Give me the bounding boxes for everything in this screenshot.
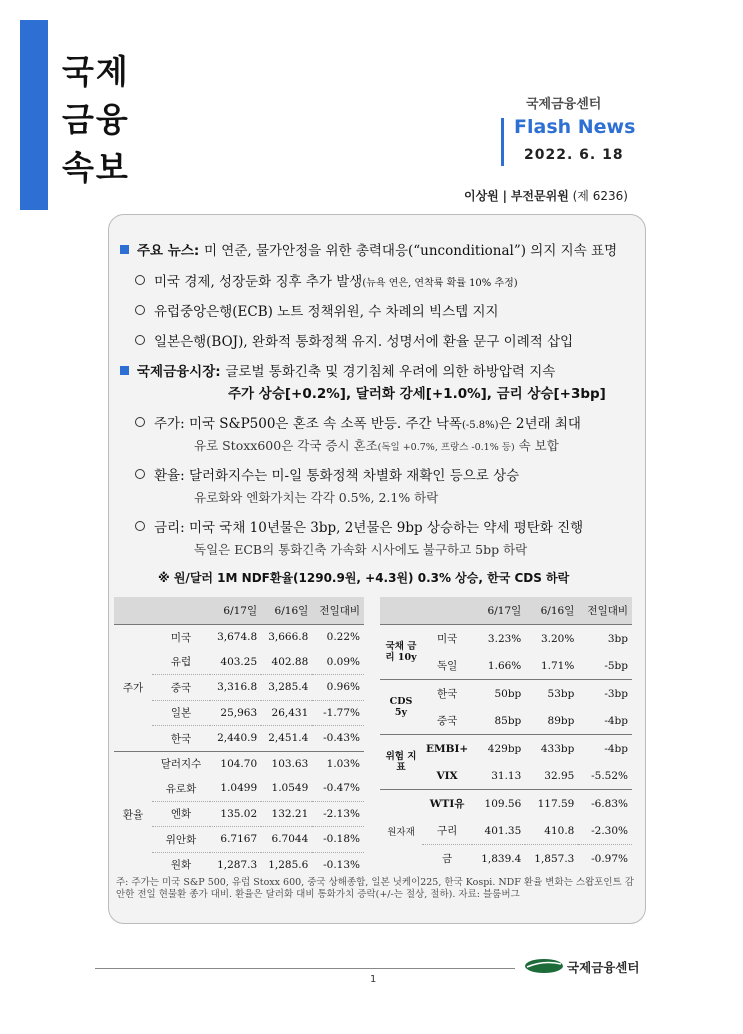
group-label: 국채 금리 10y [380, 625, 422, 680]
table-row: 주가 미국 3,674.8 3,666.8 0.22% [114, 625, 364, 650]
left-market-table [114, 597, 364, 877]
title-line-1: 국제 [62, 52, 130, 91]
market-heading [120, 360, 555, 380]
main-news-item: 일본은행(BOJ), 완화적 통화정책 유지. 성명서에 환율 문구 이례적 삽입 [135, 330, 573, 350]
table-row: 중국 3,316.8 3,285.4 0.96% [114, 675, 364, 701]
table-row: 위안화 6.7167 6.7044 -0.18% [114, 827, 364, 853]
col-header: 6/17일 [472, 597, 525, 625]
author-title: 부전문위원 [510, 189, 569, 203]
footer-divider [95, 968, 515, 969]
page-title [62, 48, 130, 192]
table-header-row [114, 597, 364, 625]
right-market-table [380, 597, 632, 872]
table-row: 엔화 135.02 132.21 -2.13% [114, 801, 364, 827]
main-news-label: 주요 뉴스: [137, 243, 200, 259]
ndf-note: ※ 원/달러 1M NDF환율(1290.9원, +4.3원) 0.3% 상승, 한국 CDS 하락 [158, 571, 570, 585]
square-bullet-icon [120, 245, 129, 254]
brand-title: Flash News [514, 116, 636, 138]
author-line [464, 187, 628, 204]
page-number: 1 [370, 974, 377, 985]
accent-bar [20, 20, 48, 210]
table-row: VIX 31.13 32.95 -5.52% [436, 769, 628, 782]
footer-org-name: 국제금융센터 [567, 960, 640, 975]
market-text: 글로벌 통화긴축 및 경기침체 우려에 의한 하방압력 지속 [225, 364, 556, 380]
col-header: 6/16일 [261, 597, 312, 625]
table-row: 유럽 403.25 402.88 0.09% [114, 650, 364, 675]
market-item-stocks-sub: 유로 Stoxx600은 각국 증시 혼조(독일 +0.7%, 프랑스 -0.1% 등) 속 보합 [194, 438, 559, 453]
main-news-item: 미국 경제, 성장둔화 징후 추가 발생(뉴욕 연은, 연착륙 확률 10% 추정) [135, 270, 518, 290]
circle-bullet-icon [135, 275, 145, 285]
item-note: (뉴욕 연은, 연착륙 확률 10% 추정) [362, 278, 518, 289]
circle-bullet-icon [135, 469, 145, 479]
col-header: 6/17일 [210, 597, 261, 625]
circle-bullet-icon [135, 305, 145, 315]
main-news-text: 미 연준, 물가안정을 위한 총력대응(“unconditional”) 의지 지속 표명 [203, 243, 618, 259]
table-row: 금 1,839.4 1,857.3 -0.97% [442, 852, 628, 865]
table-row: 원화 1,287.3 1,285.6 -0.13% [170, 858, 360, 872]
market-item-rates: 금리: 미국 국채 10년물은 3bp, 2년물은 9bp 상승하는 약세 평탄화 진행 [135, 516, 583, 536]
group-label: 원자재 [380, 790, 422, 873]
col-header: 전일대비 [578, 597, 632, 625]
market-item-stocks: 주가: 미국 S&P500은 혼조 속 소폭 반등. 주간 낙폭(-5.8%)은 2년래 최대 [135, 412, 581, 432]
table-row: 일본 25,963 26,431 -1.77% [114, 700, 364, 726]
table-row: CDS 5y 한국 50bp 53bp -3bp [380, 680, 632, 708]
table-footnote: 주: 주가는 미국 S&P 500, 유럽 Stoxx 600, 중국 상해종합, 일본 닛케이225, 한국 Kospi. NDF 환율 변화는 스왑포인트 감안한 전일 현물환 종가 대비. 환율은 달러화 대비 통화가치 증락(+/-는 절상, 절하). 자료: 블룸버그 [116, 877, 634, 900]
table-row: 중국 85bp 89bp -4bp [436, 714, 628, 727]
main-news-heading [120, 239, 617, 259]
market-item-fx: 환율: 달러화지수는 미-일 통화정책 차별화 재확인 등으로 상승 [135, 464, 519, 484]
table-row: 유로화 1.0499 1.0549 -0.47% [114, 776, 364, 801]
group-label: 환율 [114, 751, 152, 877]
group-label: 위험 지표 [380, 735, 422, 790]
market-headline: 주가 상승[+0.2%], 달러화 강세[+1.0%], 금리 상승[+3bp] [228, 386, 606, 402]
circle-bullet-icon [135, 335, 145, 345]
group-label: CDS 5y [380, 680, 422, 735]
table-row: 원자재 WTI유 109.56 117.59 -6.83% [380, 790, 632, 818]
table-row: 환율 달러지수 104.70 103.63 1.03% [114, 751, 364, 776]
col-header: 전일대비 [312, 597, 364, 625]
market-item-rates-sub: 독일은 ECB의 통화긴축 가속화 시사에도 불구하고 5bp 하락 [194, 542, 528, 557]
report-date: 2022. 6. 18 [524, 147, 624, 163]
group-label: 주가 [114, 625, 152, 752]
table-row: 위험 지표 EMBI+ 429bp 433bp -4bp [380, 735, 632, 763]
table-row: 국채 금리 10y 미국 3.23% 3.20% 3bp [380, 625, 632, 653]
market-item-fx-sub: 유로화와 엔화가치는 각각 0.5%, 2.1% 하락 [194, 490, 439, 505]
col-header: 6/16일 [525, 597, 578, 625]
circle-bullet-icon [135, 417, 145, 427]
brand-divider [501, 118, 504, 166]
table-row: 구리 401.35 410.8 -2.30% [380, 817, 632, 845]
market-label: 국제금융시장: [137, 364, 221, 380]
title-line-3: 속보 [62, 148, 130, 187]
author-separator: | [502, 189, 507, 203]
main-news-item: 유럽중앙은행(ECB) 노트 정책위원, 수 차례의 빅스텝 지지 [135, 300, 499, 320]
kcif-logo-icon [524, 958, 564, 974]
author-name: 이상원 [464, 189, 499, 203]
circle-bullet-icon [135, 521, 145, 531]
table-header-row [380, 597, 632, 625]
table-row: 독일 1.66% 1.71% -5bp [436, 659, 628, 672]
table-row: 한국 2,440.9 2,451.4 -0.43% [170, 732, 360, 745]
title-line-2: 금융 [62, 100, 130, 139]
square-bullet-icon [120, 366, 129, 375]
doc-number: (제 6236) [572, 189, 628, 203]
org-name: 국제금융센터 [526, 97, 602, 112]
